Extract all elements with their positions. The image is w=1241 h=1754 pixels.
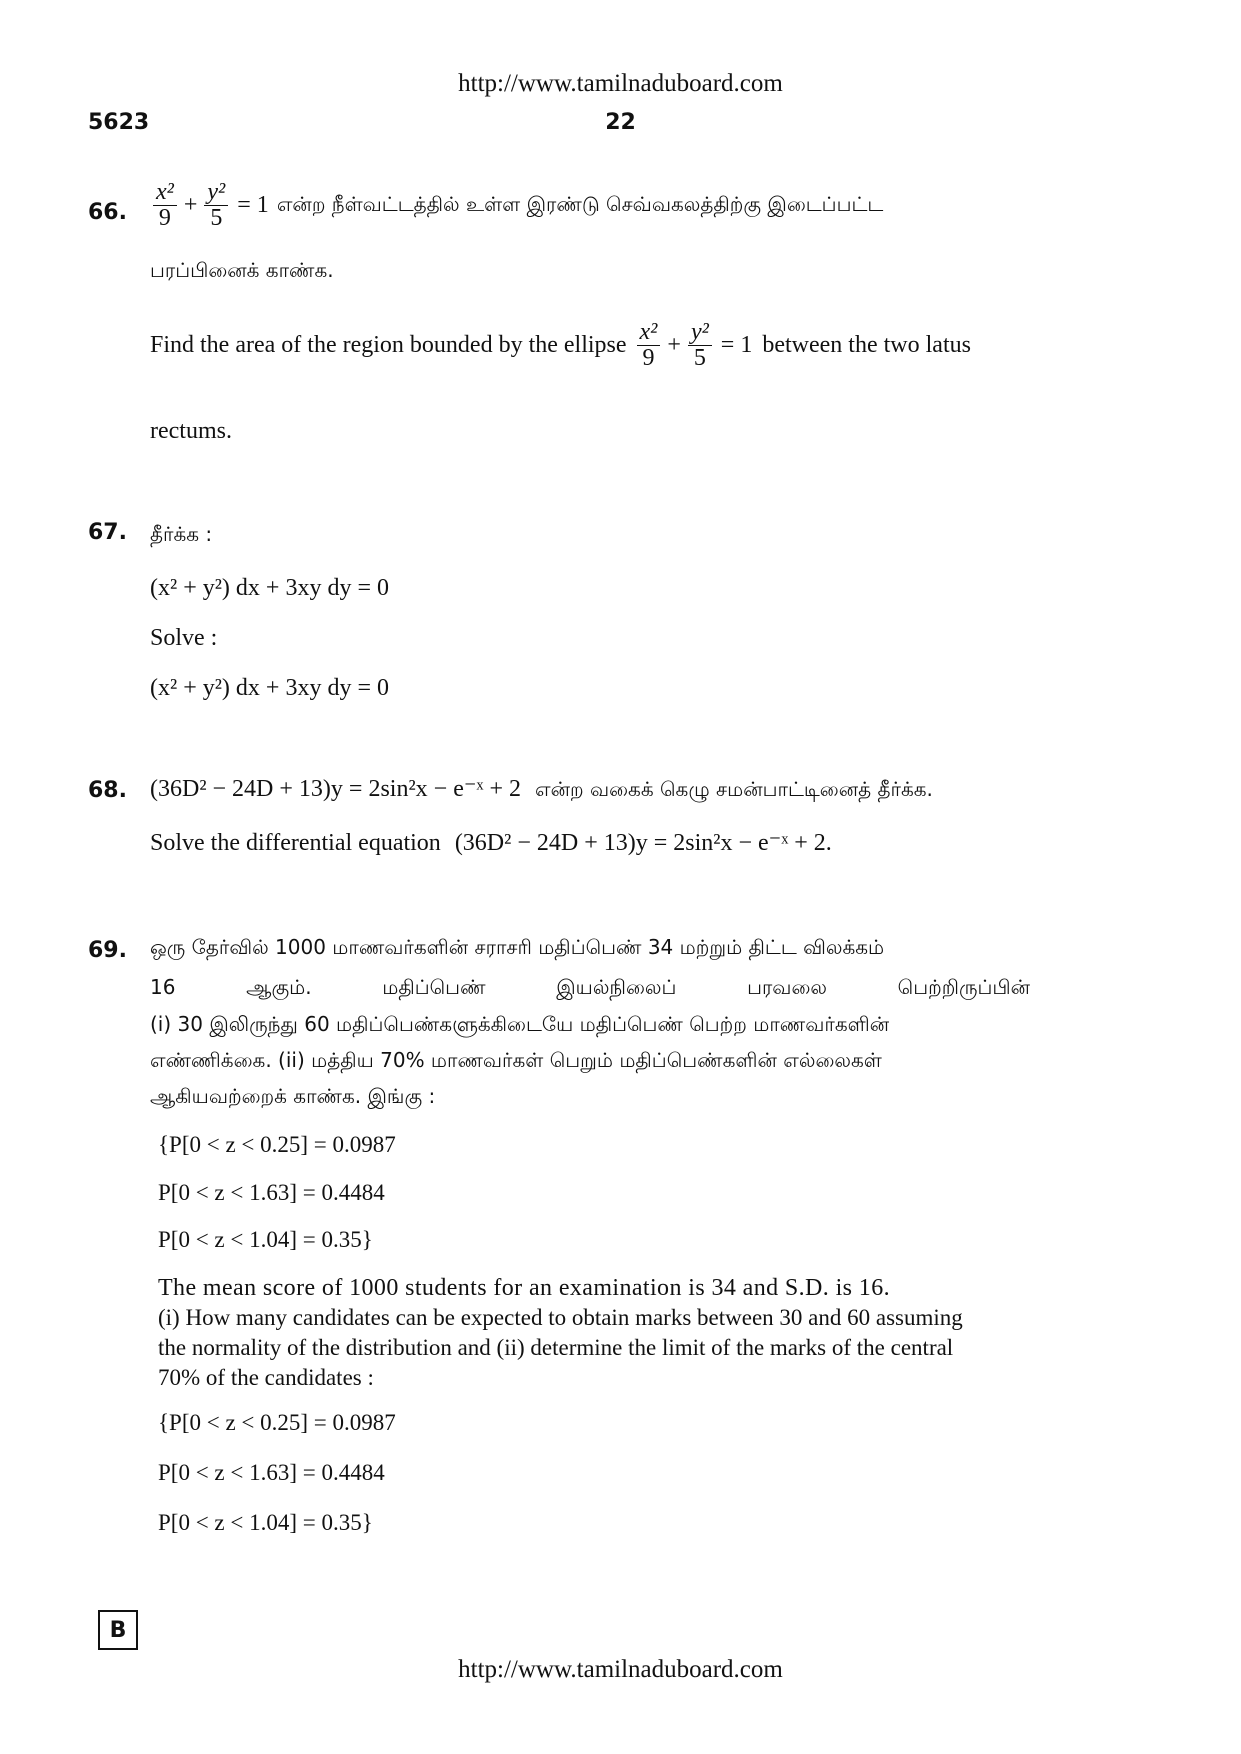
q69-prob-en-3: P[0 < z < 1.04] = 0.35} bbox=[158, 1510, 373, 1535]
q68-number: 68. bbox=[88, 778, 127, 803]
q66-tamil-text: என்ற நீள்வட்டத்தில் உள்ள இரண்டு செவ்வகலத்திற்கு இடைப்பட்ட bbox=[276, 192, 884, 217]
q68-equation: (36D² − 24D + 13)y = 2sin²x − e⁻ˣ + 2 bbox=[150, 776, 521, 802]
q67-equation-en: (x² + y²) dx + 3xy dy = 0 bbox=[150, 675, 389, 701]
q66-fraction-y: $\frac{\text{y²}}{5}$ bbox=[204, 180, 228, 231]
q68-english-eq: (36D² − 24D + 13)y = 2sin²x − e⁻ˣ + 2. bbox=[454, 830, 832, 856]
q66-fraction-x: $\frac{\text{x²}}{9}$ bbox=[153, 180, 177, 231]
q69-number: 69. bbox=[88, 938, 127, 963]
q68-english-pre: Solve the differential equation bbox=[150, 830, 441, 856]
q66-number: 66. bbox=[88, 200, 127, 225]
q66-en-fraction-x: $\frac{\text{x²}}{9}$ bbox=[637, 320, 661, 371]
q69-tamil-line2: 16 ஆகும். மதிப்பெண் இயல்நிலைப் பரவலை பெற்றிருப்பின் bbox=[150, 975, 1030, 999]
q68-tamil-line bbox=[150, 774, 933, 804]
q69-tamil-line1: ஒரு தேர்வில் 1000 மாணவர்களின் சராசரி மதிப்பெண் 34 மற்றும் திட்ட விலக்கம் bbox=[150, 935, 885, 959]
q66-english-line2: rectums. bbox=[150, 418, 232, 444]
q69-tamil-line3: (i) 30 இலிருந்து 60 மதிப்பெண்களுக்கிடையே மதிப்பெண் பெற்ற மாணவர்களின் bbox=[150, 1012, 890, 1036]
q68-english-line bbox=[150, 828, 832, 857]
q67-equation: (x² + y²) dx + 3xy dy = 0 bbox=[150, 575, 389, 601]
q66-tamil-line1: $\frac{\text{x²}}{9}$ + $\frac{\text{y²}}{5}$ = 1 என்ற நீள்வட்டத்தில் உள்ள இரண்டு செவ்வகலத்திற்கு இடைப்பட்ட bbox=[150, 180, 1030, 231]
page-number: 22 bbox=[605, 110, 636, 135]
q69-english-line1: The mean score of 1000 students for an examination is 34 and S.D. is 16. bbox=[158, 1275, 890, 1301]
q67-tamil-label: தீர்க்க : bbox=[150, 522, 213, 546]
q67-number: 67. bbox=[88, 520, 127, 545]
q69-english-line4: 70% of the candidates : bbox=[158, 1365, 374, 1390]
q69-tamil-line5: ஆகியவற்றைக் காண்க. இங்கு : bbox=[150, 1084, 436, 1108]
q69-prob-ta-2: P[0 < z < 1.63] = 0.4484 bbox=[158, 1180, 385, 1205]
q69-prob-ta-3: P[0 < z < 1.04] = 0.35} bbox=[158, 1227, 373, 1252]
q69-english-line3: the normality of the distribution and (ii) determine the limit of the marks of the central bbox=[158, 1335, 954, 1360]
header-url: http://www.tamilnaduboard.com bbox=[458, 70, 783, 97]
section-box-b: B bbox=[98, 1610, 138, 1650]
q67-english-label: Solve : bbox=[150, 625, 218, 651]
q66-english-line1: Find the area of the region bounded by the ellipse $\frac{\text{x²}}{9}$ + $\frac{\text{y²}}{5}$ = 1 between the two latus bbox=[150, 319, 971, 372]
q69-prob-en-2: P[0 < z < 1.63] = 0.4484 bbox=[158, 1460, 385, 1485]
q69-prob-ta-1: {P[0 < z < 0.25] = 0.0987 bbox=[158, 1132, 396, 1157]
q68-tamil-text: என்ற வகைக் கெழு சமன்பாட்டினைத் தீர்க்க. bbox=[534, 777, 933, 801]
q66-english-post: between the two latus bbox=[762, 332, 971, 359]
paper-code: 5623 bbox=[88, 110, 150, 135]
q66-en-fraction-y: $\frac{\text{y²}}{5}$ bbox=[688, 320, 712, 371]
q69-tamil-line4: எண்ணிக்கை. (ii) மத்திய 70% மாணவர்கள் பெறும் மதிப்பெண்களின் எல்லைகள் bbox=[150, 1048, 882, 1072]
q69-prob-en-1: {P[0 < z < 0.25] = 0.0987 bbox=[158, 1410, 396, 1435]
q66-english-pre: Find the area of the region bounded by the ellipse bbox=[150, 332, 627, 359]
q66-tamil-line2: பரப்பினைக் காண்க. bbox=[150, 258, 334, 282]
q69-english-line2: (i) How many candidates can be expected to obtain marks between 30 and 60 assuming bbox=[158, 1305, 963, 1330]
footer-url: http://www.tamilnaduboard.com bbox=[458, 1656, 783, 1683]
